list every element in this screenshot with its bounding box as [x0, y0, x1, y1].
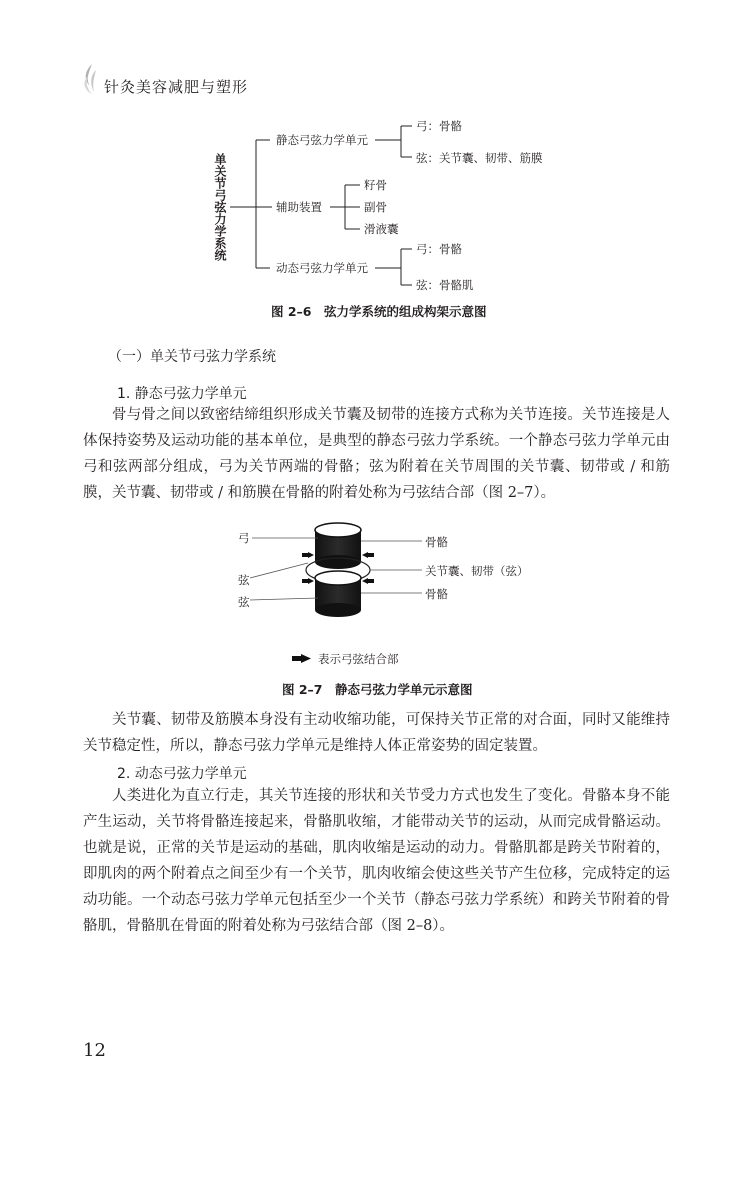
fig27-caption: 图 2–7 静态弓弦力学单元示意图: [282, 682, 473, 697]
fig26-caption: 图 2–6 弦力学系统的组成构架示意图: [271, 304, 487, 319]
fig27-label-string-upper: 弦: [238, 573, 250, 587]
fig27-label-bone-upper: 骨骼: [425, 535, 448, 549]
fig26-aux-child-bursa: 滑液囊: [364, 222, 399, 236]
fig26-aux-child-sesamoid: 籽骨: [364, 178, 387, 192]
fig26-branch-static: 静态弓弦力学单元: [276, 133, 368, 147]
subsection-1-paragraph: 骨与骨之间以致密结缔组织形成关节囊及韧带的连接方式称为关节连接。关节连接是人体保持姿势及运动功能的基本单位，是典型的静态弓弦力学系统。一个静态弓弦力学单元由弓和弦两部分组成，弓为关节两端的骨骼；弦为附着在关节周围的关节囊、韧带或 / 和筋膜，关节囊、韧带或 / 和筋膜在骨骼的附着处称为弓弦结合部（图 2–7）。: [83, 407, 670, 501]
section-title: （一）单关节弓弦力学系统: [108, 349, 276, 365]
fig26-branch-dynamic: 动态弓弦力学单元: [276, 261, 368, 275]
fig26-branch-auxiliary: 辅助装置: [276, 200, 322, 214]
subsection-2-paragraph: 人类进化为直立行走，其关节连接的形状和关节受力方式也发生了变化。骨骼本身不能产生运动，关节将骨骼连接起来，骨骼肌收缩，才能带动关节的运动，从而完成骨骼运动。也就是说，正常的关节是运动的基础，肌肉收缩是运动的动力。骨骼肌都是跨关节附着的，即肌肉的两个附着点之间至少有一个关节，肌肉收缩会使这些关节产生位移，完成特定的运动功能。一个动态弓弦力学单元包括至少一个关节（静态弓弦力学系统）和跨关节附着的骨骼肌，骨骼肌在骨面的附着处称为弓弦结合部（图 2–8）。: [83, 788, 670, 934]
fig26-static-child-string: 弦：关节囊、韧带、筋膜: [416, 151, 543, 165]
fig27-label-bow: 弓: [238, 531, 250, 545]
fig26-root-label: 单关节弓弦力学系统: [213, 153, 227, 261]
fig26-dynamic-child-bow: 弓：骨骼: [416, 242, 462, 256]
fig26-static-child-bow: 弓：骨骼: [416, 119, 462, 133]
running-head-title: 针灸美容减肥与塑形: [104, 78, 249, 96]
fig26-dynamic-child-muscle: 弦：骨骼肌: [416, 278, 474, 292]
fig26-aux-child-accessory: 副骨: [364, 200, 387, 214]
subsection-2-title: 2. 动态弓弦力学单元: [117, 766, 247, 782]
fig27-legend-marker-icon: [292, 654, 311, 663]
fig27-legend-text: 表示弓弦结合部: [318, 652, 399, 666]
fig27-label-capsule: 关节囊、韧带（弦）: [425, 564, 529, 578]
fig27-label-string-lower: 弦: [238, 595, 250, 609]
page-number: 12: [83, 1040, 106, 1061]
subsection-1-title: 1. 静态弓弦力学单元: [117, 386, 247, 402]
fig27-label-bone-lower: 骨骼: [425, 587, 448, 601]
paragraph-after-fig27: 关节囊、韧带及筋膜本身没有主动收缩功能，可保持关节正常的对合面，同时又能维持关节稳定性，所以，静态弓弦力学单元是维持人体正常姿势的固定装置。: [83, 712, 670, 754]
